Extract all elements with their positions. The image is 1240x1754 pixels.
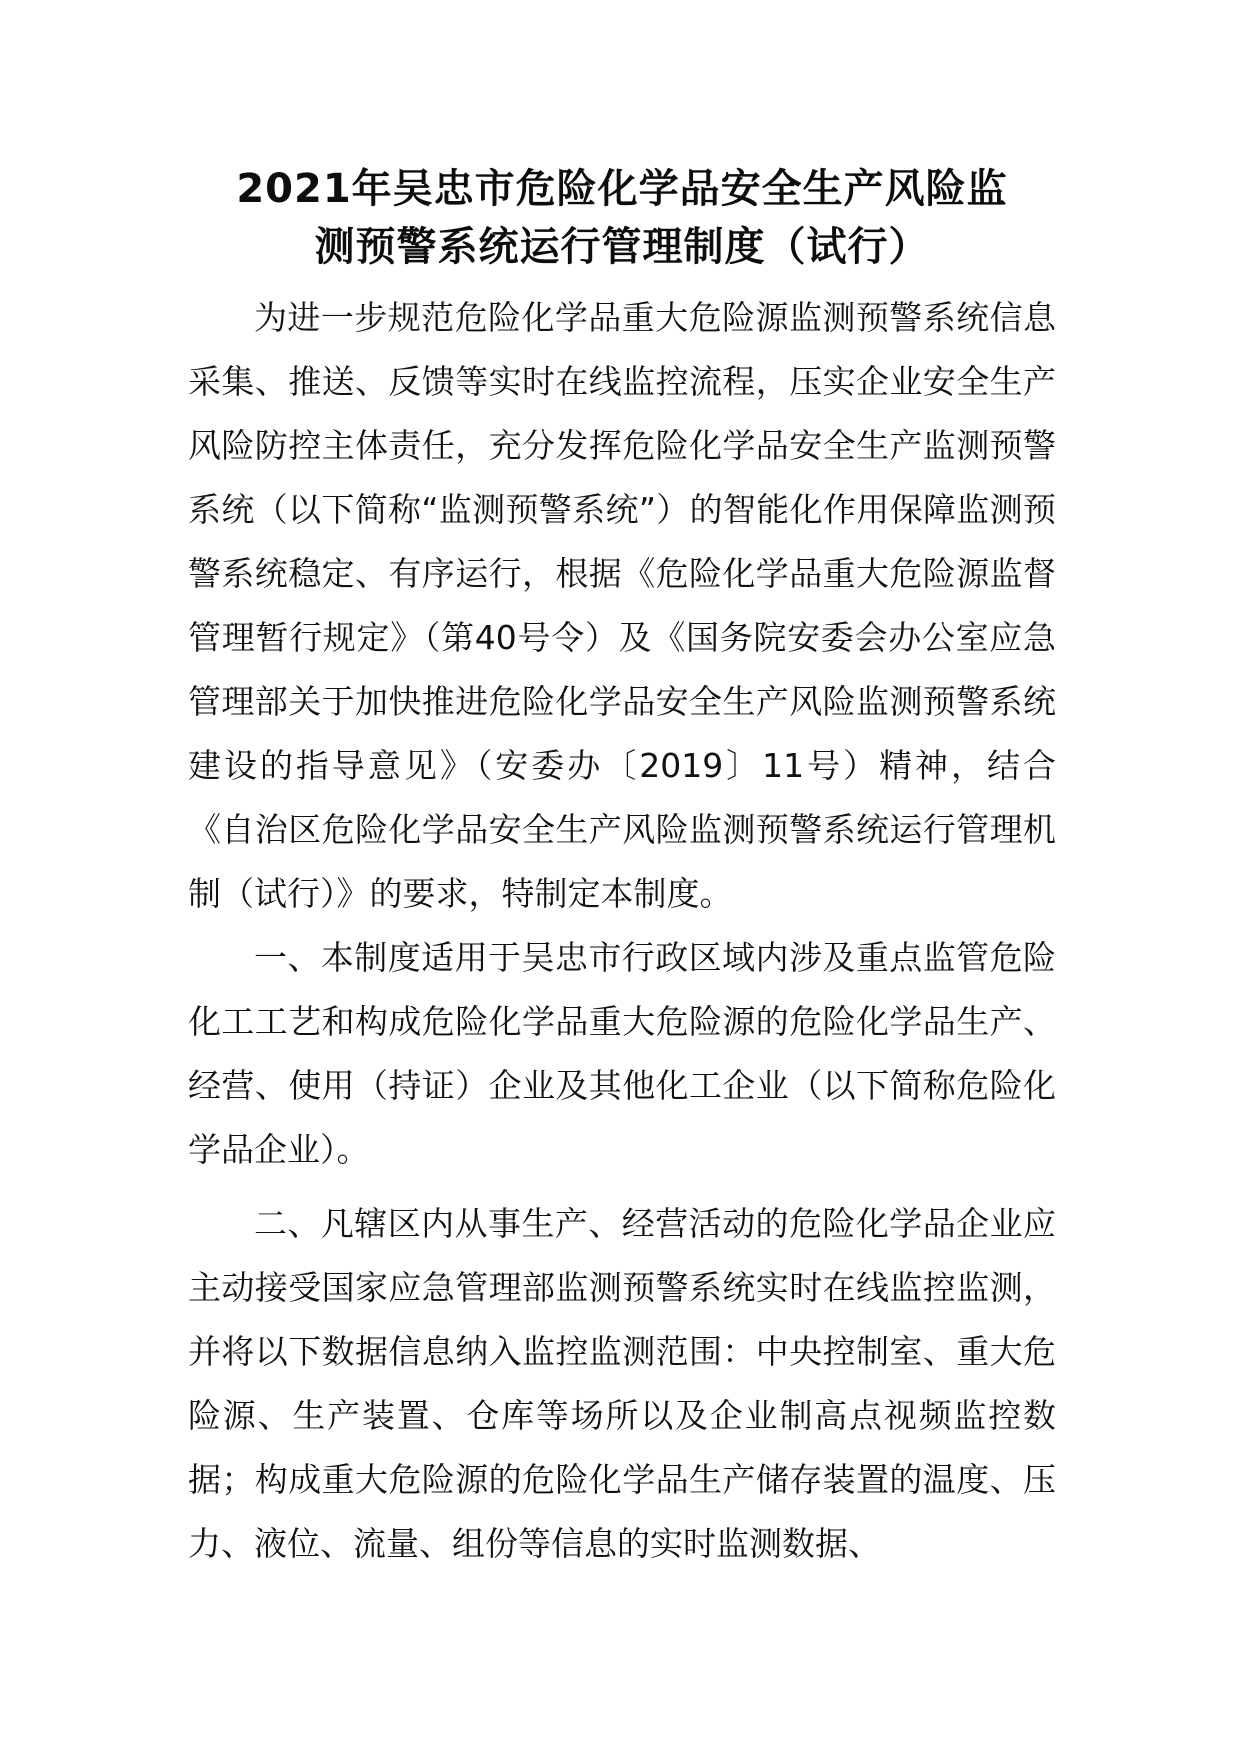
document-title xyxy=(188,160,1056,276)
paragraph-article-2: 二、凡辖区内从事生产、经营活动的危险化学品企业应主动接受国家应急管理部监测预警系统实时在线监控监测，并将以下数据信息纳入监控监测范围：中央控制室、重大危险源、生产装置、仓库等场所以及企业制高点视频监控数据；构成重大危险源的危险化学品生产储存装置的温度、压力、液位、流量、组份等信息的实时监测数据、 xyxy=(188,1204,1056,1563)
paragraph-article-1: 一、本制度适用于吴忠市行政区域内涉及重点监管危险化工工艺和构成危险化学品重大危险源的危险化学品生产、经营、使用（持证）企业及其他化工企业（以下简称危险化学品企业）。 xyxy=(188,938,1056,1169)
document-body xyxy=(188,286,1056,1576)
document-title-line-2: 测预警系统运行管理制度（试行） xyxy=(314,224,930,270)
document-page xyxy=(188,160,1056,1576)
paragraph-preamble: 为进一步规范危险化学品重大危险源监测预警系统信息采集、推送、反馈等实时在线监控流程，压实企业安全生产风险防控主体责任，充分发挥危险化学品安全生产监测预警系统（以下简称“监测预警系统”）的智能化作用保障监测预警系统稳定、有序运行，根据《危险化学品重大危险源监督管理暂行规定》（第40号令）及《国务院安委会办公室应急管理部关于加快推进危险化学品安全生产风险监测预警系统建设的指导意见》（安委办〔2019〕11号）精神，结合《自治区危险化学品安全生产风险监测预警系统运行管理机制（试行）》的要求，特制定本制度。 xyxy=(188,298,1056,913)
document-title-line-1: 2021年吴忠市危险化学品安全生产风险监 xyxy=(236,166,1008,212)
